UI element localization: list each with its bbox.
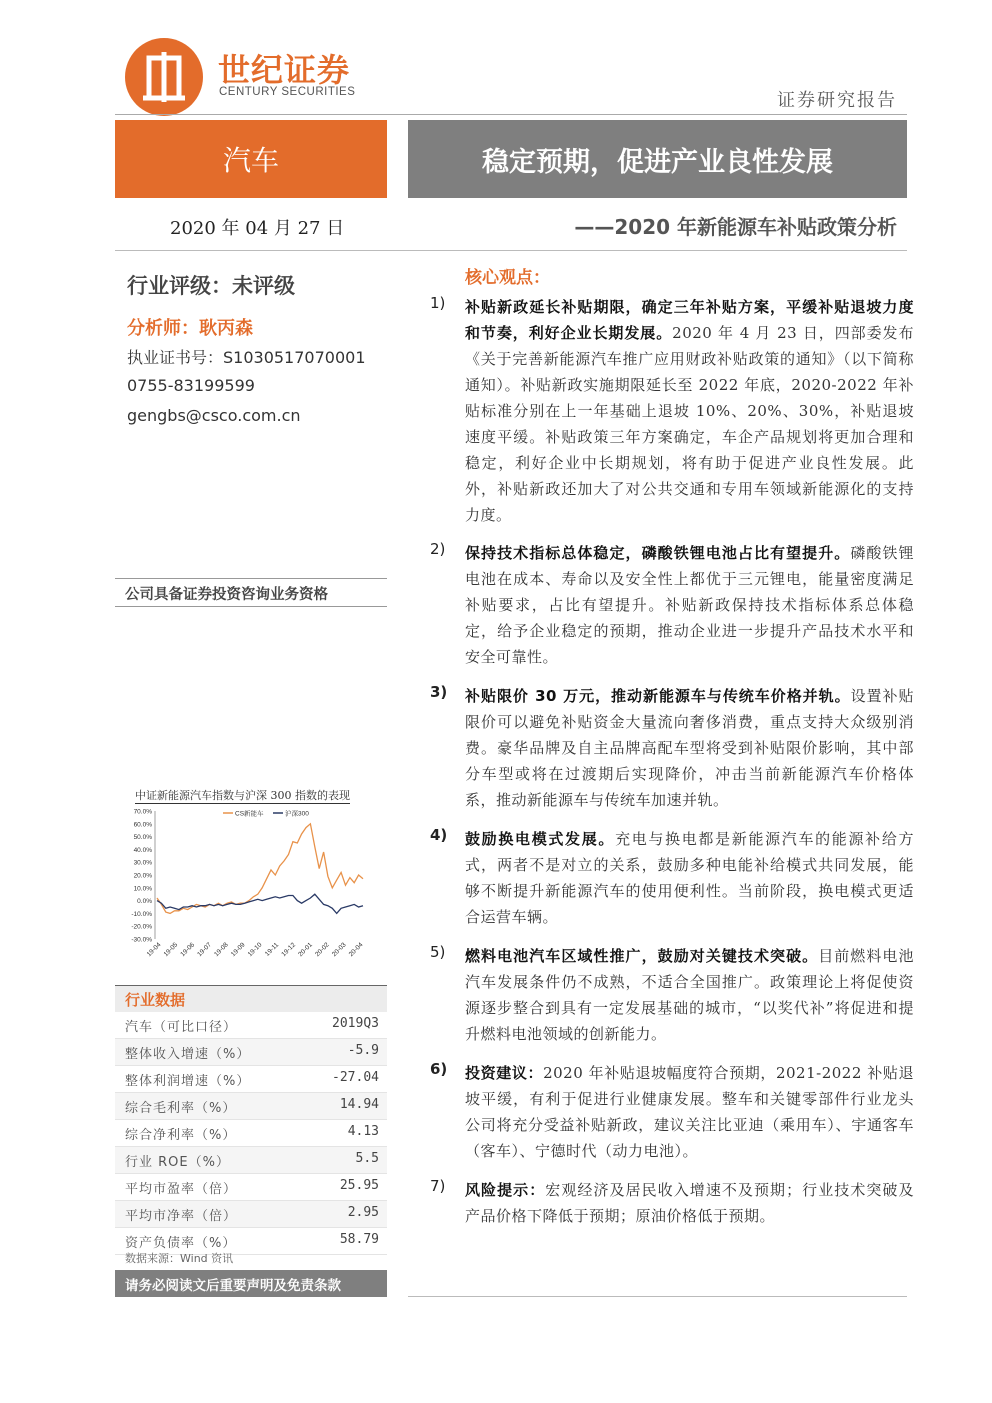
industry-rating: 行业评级：未评级 bbox=[127, 274, 295, 298]
table-row bbox=[115, 1174, 387, 1201]
bottom-divider bbox=[408, 1296, 907, 1297]
row-label: 整体利润增速（%） bbox=[125, 1074, 251, 1089]
point-number: 6) bbox=[430, 1060, 448, 1078]
x-tick-label: 19-12 bbox=[280, 941, 298, 959]
x-tick-label: 19-10 bbox=[246, 941, 264, 959]
point-number: 3) bbox=[430, 683, 448, 701]
point-body: 目前燃料电池汽车发展条件仍不成熟，不适合全国推广。政策理论上将促使资源逐步整合到具有一定发展基础的城市，“以奖代补”将促进和提升燃料电池领域的创新能力。 bbox=[465, 947, 914, 1043]
row-value: 58.79 bbox=[339, 1232, 379, 1247]
table-row bbox=[115, 1066, 387, 1093]
row-value: 14.94 bbox=[339, 1097, 379, 1112]
point-heading: 投资建议： bbox=[465, 1064, 544, 1082]
table-row bbox=[115, 1201, 387, 1228]
point-text bbox=[465, 1060, 914, 1164]
point-heading: 鼓励换电模式发展。 bbox=[465, 830, 616, 848]
header-divider bbox=[115, 114, 907, 115]
report-subtitle: ——2020 年新能源车补贴政策分析 bbox=[574, 215, 897, 239]
report-date: 2020 年 04 月 27 日 bbox=[170, 218, 345, 239]
data-source: 数据来源：Wind 资讯 bbox=[125, 1252, 234, 1265]
chart-title: 中证新能源汽车指数与沪深 300 指数的表现 bbox=[135, 789, 350, 802]
y-tick-label: 40.0% bbox=[133, 846, 152, 854]
qualification-divider-bottom bbox=[115, 606, 387, 607]
x-tick-label: 19-05 bbox=[162, 941, 180, 959]
row-value: -5.9 bbox=[347, 1043, 379, 1058]
legend-label: 沪深300 bbox=[285, 810, 309, 818]
point-text bbox=[465, 1177, 914, 1229]
row-label: 综合净利率（%） bbox=[125, 1128, 237, 1143]
y-tick-label: 50.0% bbox=[133, 834, 152, 842]
report-title: 稳定预期，促进产业良性发展 bbox=[408, 120, 907, 198]
x-tick-label: 19-06 bbox=[179, 941, 197, 959]
report-type: 证券研究报告 bbox=[777, 90, 897, 111]
point-text bbox=[465, 826, 914, 930]
email-address: gengbs@csco.com.cn bbox=[127, 406, 301, 425]
point-body: 充电与换电都是新能源汽车的能源补给方式，两者不是对立的关系，鼓励多种电能补给模式共同发展，能够不断提升新能源汽车的使用便利性。当前阶段，换电模式更适合运营车辆。 bbox=[465, 830, 914, 926]
row-value: 5.5 bbox=[355, 1151, 379, 1166]
x-tick-label: 20-02 bbox=[314, 941, 331, 959]
date-divider bbox=[115, 250, 907, 251]
x-tick-label: 19-09 bbox=[229, 941, 247, 959]
point-text bbox=[465, 294, 914, 528]
phone-number: 0755-83199599 bbox=[127, 376, 255, 395]
point-heading: 保持技术指标总体稳定，磷酸铁锂电池占比有望提升。 bbox=[465, 544, 851, 562]
row-value: 4.13 bbox=[347, 1124, 379, 1139]
point-body: 磷酸铁锂电池在成本、寿命以及安全性上都优于三元锂电，能量密度满足补贴要求，占比有望提升。补贴新政保持技术指标体系总体稳定，给予企业稳定的预期，推动企业进一步提升产品技术水平和安全可靠性。 bbox=[465, 544, 914, 666]
table-row bbox=[115, 1093, 387, 1120]
legend-label: CS新能车 bbox=[235, 810, 264, 818]
x-tick-label: 19-11 bbox=[263, 941, 281, 958]
table-row bbox=[115, 1039, 387, 1066]
company-name-en: CENTURY SECURITIES bbox=[219, 86, 356, 98]
y-tick-label: 20.0% bbox=[133, 872, 152, 880]
industry-data-table bbox=[115, 1012, 387, 1255]
y-tick-label: 60.0% bbox=[133, 821, 152, 829]
point-body: 设置补贴限价可以避免补贴资金大量流向奢侈消费，重点支持大众级别消费。豪华品牌及自主品牌高配车型将受到补贴限价影响，其中部分车型或将在过渡期后实现降价，冲击当前新能源汽车价格体系，推动新能源车与传统车加速并轨。 bbox=[465, 687, 914, 809]
x-tick-label: 19-08 bbox=[213, 941, 230, 959]
row-value: 25.95 bbox=[339, 1178, 379, 1193]
y-tick-label: -30.0% bbox=[131, 936, 152, 944]
table-row bbox=[115, 1120, 387, 1147]
y-tick-label: 70.0% bbox=[133, 808, 152, 816]
sector-label: 汽车 bbox=[115, 120, 387, 198]
point-text bbox=[465, 683, 914, 813]
row-value: 2.95 bbox=[347, 1205, 379, 1220]
x-tick-label: 20-01 bbox=[297, 941, 314, 959]
company-name-cn: 世纪证券 bbox=[218, 51, 351, 89]
point-number: 2) bbox=[430, 540, 446, 558]
x-tick-label: 19-04 bbox=[145, 941, 163, 959]
x-tick-label: 20-04 bbox=[347, 941, 365, 959]
point-number: 5) bbox=[430, 943, 446, 961]
point-number: 7) bbox=[430, 1177, 446, 1195]
point-heading: 补贴限价 30 万元，推动新能源车与传统车价格并轨。 bbox=[465, 687, 851, 705]
row-label: 综合毛利率（%） bbox=[125, 1101, 237, 1116]
point-number: 4) bbox=[430, 826, 448, 844]
row-label: 平均市净率（倍） bbox=[125, 1209, 238, 1224]
row-value: 2019Q3 bbox=[332, 1016, 379, 1031]
industry-data-title: 行业数据 bbox=[125, 991, 186, 1009]
index-performance-chart bbox=[123, 803, 373, 963]
y-tick-label: -10.0% bbox=[131, 910, 152, 918]
point-body: 宏观经济及居民收入增速不及预期；行业技术突破及产品价格下降低于预期；原油价格低于预期。 bbox=[465, 1181, 914, 1225]
qualification-statement: 公司具备证券投资咨询业务资格 bbox=[125, 586, 328, 603]
table-row bbox=[115, 1012, 387, 1039]
industry-data-header bbox=[115, 985, 387, 1012]
point-text bbox=[465, 540, 914, 670]
series-line-hs300 bbox=[157, 894, 363, 913]
row-label: 整体收入增速（%） bbox=[125, 1047, 251, 1062]
qualification-divider bbox=[115, 578, 387, 579]
row-label: 汽车（可比口径） bbox=[125, 1020, 238, 1035]
point-text bbox=[465, 943, 914, 1047]
y-tick-label: -20.0% bbox=[131, 923, 152, 931]
y-tick-label: 30.0% bbox=[133, 859, 152, 867]
disclaimer-banner bbox=[115, 1270, 387, 1297]
license-number: 执业证书号：S1030517070001 bbox=[127, 348, 366, 367]
point-body: 2020 年 4 月 23 日，四部委发布《关于完善新能源汽车推广应用财政补贴政策的通知》（以下简称通知）。补贴新政实施期限延长至 2022 年底，2020-2022 年补贴标准分别在上一年基础上退坡 10%、20%、30%，补贴退坡速度平缓。补贴政策三年方案确定，车企产品规划将更加合理和稳定，利好企业中长期规划，将有助于促进产业良性发展。此外，补贴新政还加大了对公共交通和专用车领域新能源化的支持力度。 bbox=[465, 324, 914, 524]
table-row bbox=[115, 1147, 387, 1174]
core-views-title: 核心观点： bbox=[465, 268, 550, 288]
y-tick-label: 10.0% bbox=[133, 885, 152, 893]
logo-icon bbox=[125, 38, 203, 116]
point-heading: 燃料电池汽车区域性推广，鼓励对关键技术突破。 bbox=[465, 947, 819, 965]
x-tick-label: 19-07 bbox=[196, 941, 213, 959]
y-tick-label: 0.0% bbox=[137, 898, 152, 906]
row-label: 平均市盈率（倍） bbox=[125, 1182, 238, 1197]
disclaimer-text: 请务必阅读文后重要声明及免责条款 bbox=[125, 1278, 341, 1294]
analyst-name: 分析师：耿丙森 bbox=[127, 318, 253, 339]
point-number: 1) bbox=[430, 294, 446, 312]
row-label: 行业 ROE（%） bbox=[125, 1155, 230, 1170]
row-value: -27.04 bbox=[332, 1070, 379, 1085]
x-tick-label: 20-03 bbox=[330, 941, 348, 959]
point-heading: 补贴新政延长补贴期限，确定三年补贴方案，平缓补贴退坡力度和节奏，利好企业长期发展。 bbox=[465, 298, 914, 342]
point-heading: 风险提示： bbox=[465, 1181, 546, 1199]
point-body: 2020 年补贴退坡幅度符合预期，2021-2022 补贴退坡平缓，有利于促进行业健康发展。整车和关键零部件行业龙头公司将充分受益补贴新政，建议关注比亚迪（乘用车）、宇通客车（客车）、宁德时代（动力电池）。 bbox=[465, 1064, 914, 1160]
row-label: 资产负债率（%） bbox=[125, 1236, 237, 1251]
